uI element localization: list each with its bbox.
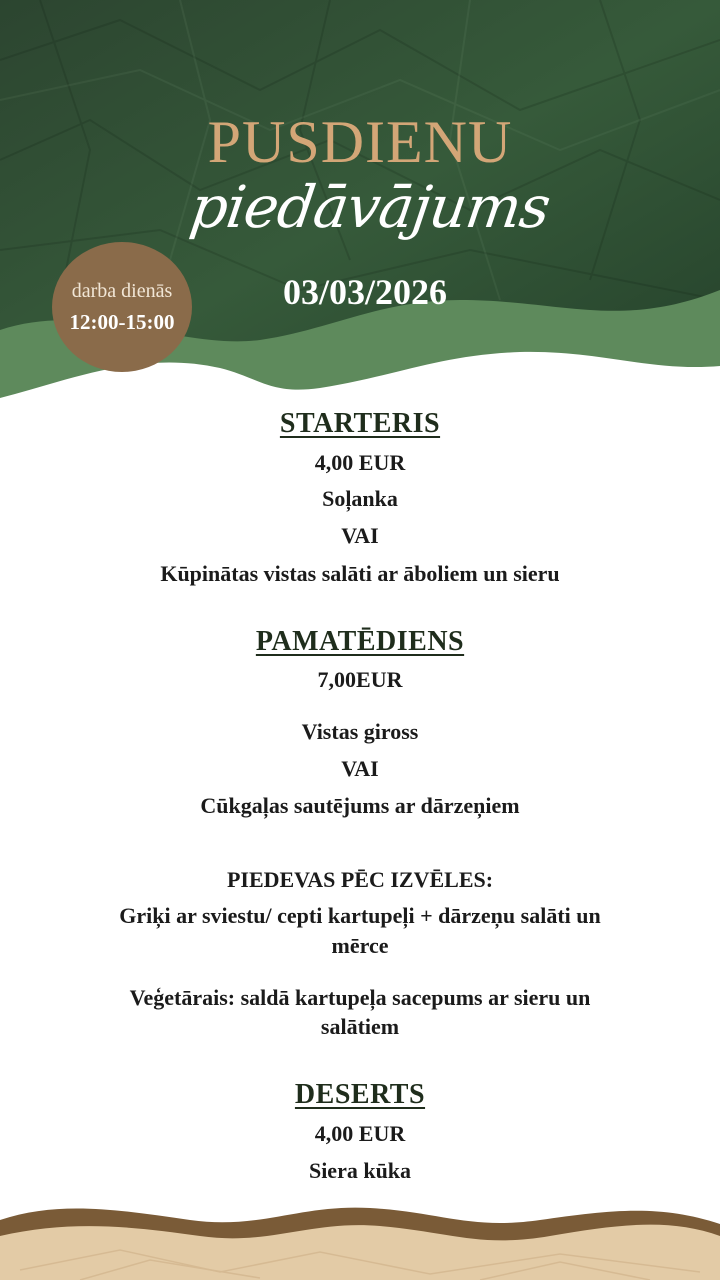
hours-badge-label: darba dienās (71, 280, 173, 302)
page-subtitle: piedāvājums (186, 173, 554, 241)
sides-title: PIEDEVAS PĒC IZVĒLES: (226, 867, 494, 892)
main-option-2: Cūkgaļas sautējums ar dārzeņiem (200, 793, 520, 818)
main-title: PAMATĒDIENS (255, 626, 465, 657)
footer-background (0, 1190, 720, 1280)
starter-or: VAI (341, 523, 379, 548)
dessert-price: 4,00 EUR (314, 1121, 406, 1146)
hours-badge-time: 12:00-15:00 (69, 310, 175, 334)
starter-price: 4,00 EUR (314, 450, 406, 475)
hours-badge (52, 242, 192, 372)
main-option-1: Vistas giross (301, 719, 419, 744)
dessert-option-1: Siera kūka (308, 1158, 412, 1183)
sides-line-1a: Griķi ar sviestu/ cepti kartupeļi + dārzeņu salāti un (119, 903, 601, 928)
starter-option-1: Soļanka (322, 486, 398, 511)
page-title: PUSDIENU (207, 109, 513, 175)
starter-option-2: Kūpinātas vistas salāti ar āboliem un sieru (160, 561, 560, 586)
menu-date: 03/03/2026 (282, 272, 447, 312)
main-price: 7,00EUR (317, 667, 403, 692)
starter-title: STARTERIS (279, 408, 441, 439)
sides-line-2b: salātiem (320, 1014, 400, 1039)
sides-line-2a: Veģetārais: saldā kartupeļa sacepums ar sieru un (129, 985, 591, 1010)
main-or: VAI (341, 756, 379, 781)
sides-line-1b: mērce (331, 933, 389, 958)
dessert-title: DESERTS (294, 1079, 426, 1110)
